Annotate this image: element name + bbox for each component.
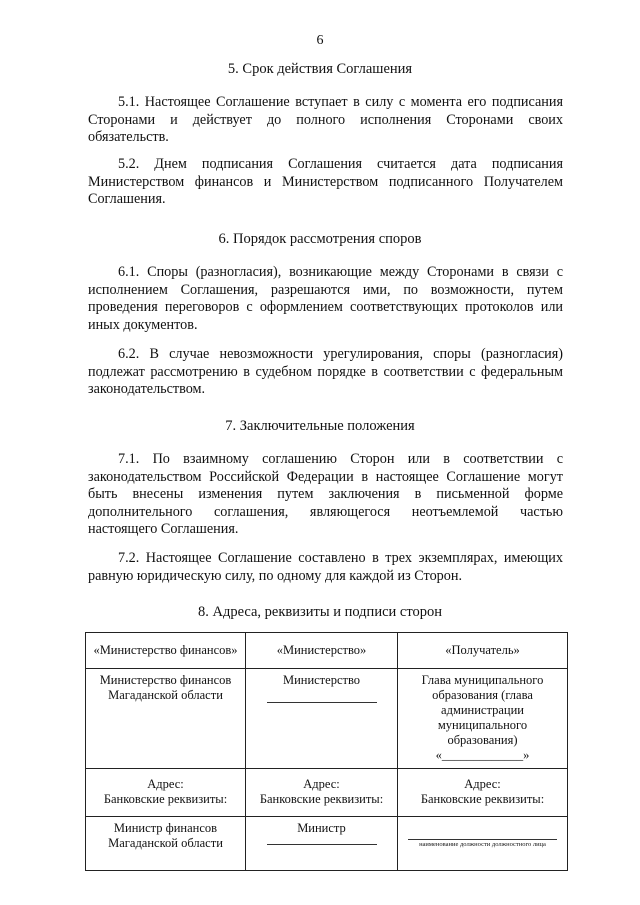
recipient-quotes: «_____________» [435, 748, 530, 762]
header-recipient: «Получатель» [398, 633, 568, 669]
section-6-title: 6. Порядок рассмотрения споров [218, 231, 422, 247]
signature-recipient-line [408, 839, 557, 840]
address-cell-1 [86, 769, 246, 817]
paragraph-5-2: 5.2. Днем подписания Соглашения считается дата подписания Министерством финансов и Министерством подписанного Получателем Соглашения. [88, 156, 563, 208]
paragraph-6-1: 6.1. Споры (разногласия), возникающие между Сторонами в связи с исполнением Соглашения, разрешаются ими, по возможности, путем проведения переговоров с оформлением соответствующих протоколов или иных документов. [88, 264, 563, 333]
recipient-name: Глава муниципального образования (глава администрации муниципального образования) [421, 673, 544, 747]
header-ministry-of-finance: «Министерство финансов» [86, 633, 246, 669]
ministry-name-cell [246, 669, 398, 769]
paragraph-7-2: 7.2. Настоящее Соглашение составлено в трех экземплярах, имеющих равную юридическую силу, по одному для каждой из Сторон. [88, 550, 563, 584]
signature-minister-of-finance: Министр финансов Магаданской области [86, 817, 246, 871]
ministry-of-finance-name: Министерство финансов Магаданской области [86, 669, 246, 769]
signature-recipient-cell [398, 817, 568, 871]
requisites-table [85, 632, 568, 871]
paragraph-6-2: 6.2. В случае невозможности урегулирования, споры (разногласия) подлежат рассмотрению в судебном порядке в соответствии с федеральным законодательством. [88, 346, 563, 398]
page-number: 6 [316, 33, 324, 48]
signature-minister: Министр [297, 821, 346, 835]
address-label-1: Адрес: [147, 777, 184, 791]
ministry-name: Министерство [282, 673, 361, 687]
bank-label-2: Банковские реквизиты: [259, 792, 384, 806]
table-header-row [86, 633, 568, 669]
address-cell-2 [246, 769, 398, 817]
table-row-address [86, 769, 568, 817]
table-row-signatures [86, 817, 568, 871]
signature-minister-cell [246, 817, 398, 871]
bank-label-1: Банковские реквизиты: [103, 792, 228, 806]
address-label-3: Адрес: [464, 777, 501, 791]
signature-minister-line [267, 844, 377, 845]
ministry-name-line [267, 702, 377, 703]
paragraph-7-1: 7.1. По взаимному соглашению Сторон или в соответствии с законодательством Российской Федерации в настоящее Соглашение могут быть внесены изменения путем заключения в письменной форме дополнительного соглашения, являющегося неотъемлемой частью настоящего Соглашения. [88, 451, 563, 538]
section-7-title: 7. Заключительные положения [225, 418, 415, 434]
signature-recipient-caption: наименование должности должностного лица [419, 841, 546, 848]
section-8-title: 8. Адреса, реквизиты и подписи сторон [197, 604, 442, 620]
section-5-title: 5. Срок действия Соглашения [227, 61, 413, 77]
table-row-names [86, 669, 568, 769]
header-ministry: «Министерство» [246, 633, 398, 669]
paragraph-5-1: 5.1. Настоящее Соглашение вступает в силу с момента его подписания Сторонами и действует до полного исполнения Сторонами своих обязательств. [88, 94, 563, 146]
bank-label-3: Банковские реквизиты: [420, 792, 545, 806]
address-label-2: Адрес: [303, 777, 340, 791]
recipient-name-cell [398, 669, 568, 769]
address-cell-3 [398, 769, 568, 817]
